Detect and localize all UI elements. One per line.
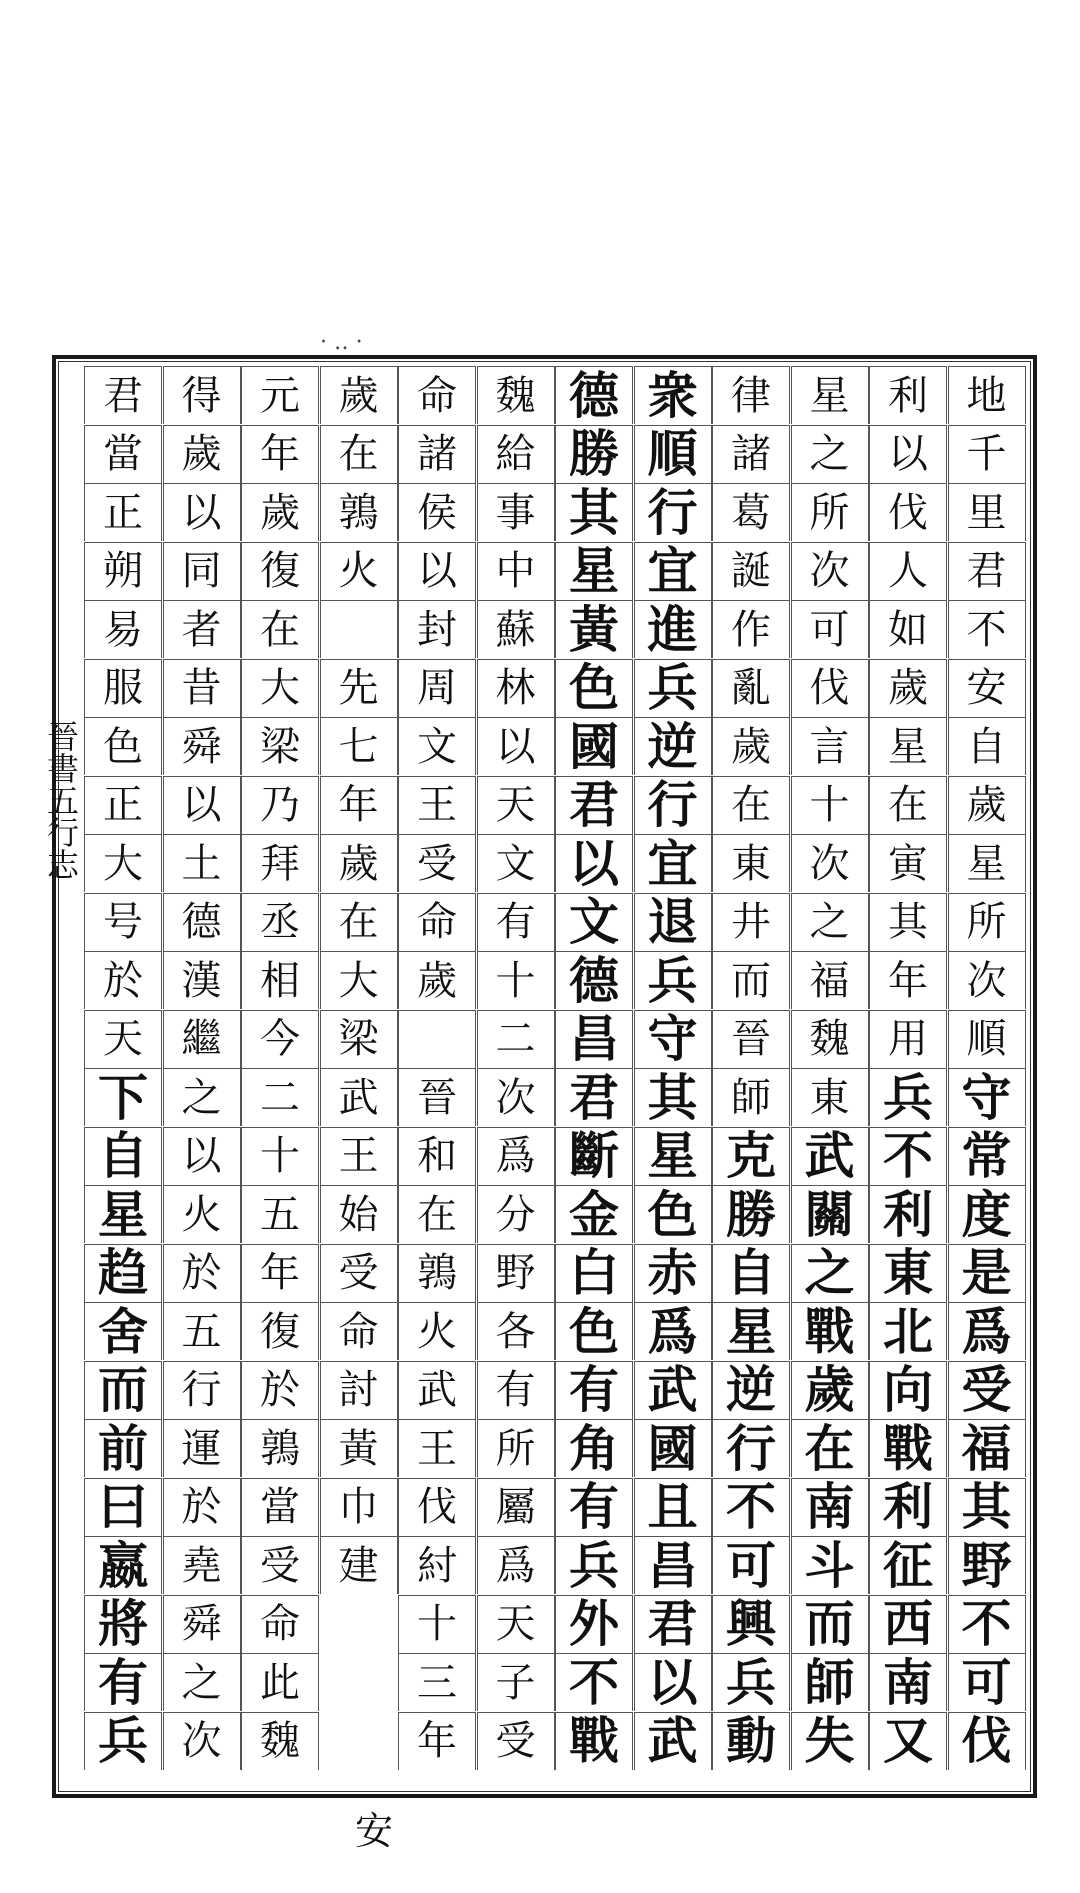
text-character: 伐 (791, 659, 869, 717)
text-character: 子 (477, 1653, 555, 1711)
text-character: 武 (398, 1361, 476, 1419)
text-character: 文 (477, 834, 555, 892)
text-character: 動 (712, 1712, 790, 1770)
text-character: 在 (320, 425, 398, 483)
text-character: 星 (948, 834, 1026, 892)
text-character: 順 (948, 1010, 1026, 1068)
text-character: 野 (948, 1536, 1026, 1594)
text-character: 是 (948, 1244, 1026, 1302)
text-character: 東 (869, 1244, 947, 1302)
text-character: 黃 (320, 1419, 398, 1477)
text-character: 火 (163, 1185, 241, 1243)
text-character: 次 (163, 1712, 241, 1770)
text-character: 兵 (634, 951, 712, 1009)
text-character: 以 (163, 776, 241, 834)
text-character: 年 (241, 425, 319, 483)
text-character: 先 (320, 659, 398, 717)
text-character: 黃 (555, 600, 633, 658)
text-character: 行 (634, 483, 712, 541)
text-character: 兵 (869, 1068, 947, 1126)
text-character: 戰 (869, 1419, 947, 1477)
text-character: 所 (791, 483, 869, 541)
text-character: 天 (477, 1595, 555, 1653)
text-character: 星 (84, 1185, 162, 1243)
text-character: 嬴 (84, 1536, 162, 1594)
text-character: 行 (163, 1361, 241, 1419)
footer-character: 安 (355, 1809, 394, 1853)
text-character: 德 (163, 893, 241, 951)
text-character: 星 (869, 717, 947, 775)
text-character: 三 (398, 1653, 476, 1711)
text-character: 年 (320, 776, 398, 834)
text-character: 昌 (555, 1010, 633, 1068)
text-character: 趋 (84, 1244, 162, 1302)
text-character: 丞 (241, 893, 319, 951)
text-character: 地 (948, 366, 1026, 424)
text-character: 自 (948, 717, 1026, 775)
text-character: 封 (398, 600, 476, 658)
text-character: 王 (398, 1419, 476, 1477)
text-character: 色 (555, 659, 633, 717)
text-character: 舜 (163, 1595, 241, 1653)
text-character: 君 (555, 776, 633, 834)
text-character: 關 (791, 1185, 869, 1243)
text-character: 千 (948, 425, 1026, 483)
text-character: 以 (869, 425, 947, 483)
text-character: 火 (398, 1302, 476, 1360)
text-character: 在 (398, 1185, 476, 1243)
text-character: 律 (712, 366, 790, 424)
text-character: 且 (634, 1478, 712, 1536)
text-character: 服 (84, 659, 162, 717)
text-character (398, 1010, 476, 1068)
text-character: 昌 (634, 1536, 712, 1594)
text-character: 外 (555, 1595, 633, 1653)
text-character: 魏 (477, 366, 555, 424)
text-character: 不 (712, 1478, 790, 1536)
text-character: 其 (555, 483, 633, 541)
text-character: 利 (869, 1478, 947, 1536)
text-character: 兵 (712, 1653, 790, 1711)
text-character: 有 (555, 1478, 633, 1536)
text-character: 梁 (320, 1010, 398, 1068)
text-character: 受 (948, 1361, 1026, 1419)
text-character: 年 (241, 1244, 319, 1302)
text-character: 在 (712, 776, 790, 834)
text-character: 年 (398, 1712, 476, 1770)
text-character: 五 (163, 1302, 241, 1360)
text-character: 君 (555, 1068, 633, 1126)
text-character: 在 (241, 600, 319, 658)
text-character: 利 (869, 366, 947, 424)
text-character: 年 (869, 951, 947, 1009)
text-character: 於 (163, 1244, 241, 1302)
text-character: 利 (869, 1185, 947, 1243)
top-ink-specks: · ‥ · (320, 330, 363, 355)
text-character: 征 (869, 1536, 947, 1594)
text-character: 繼 (163, 1010, 241, 1068)
text-character: 其 (869, 893, 947, 951)
text-character: 南 (869, 1653, 947, 1711)
text-character: 復 (241, 1302, 319, 1360)
text-character: 昔 (163, 659, 241, 717)
text-character: 衆 (634, 366, 712, 424)
text-character: 受 (241, 1536, 319, 1594)
text-character: 君 (948, 542, 1026, 600)
text-character: 火 (320, 542, 398, 600)
text-character: 葛 (712, 483, 790, 541)
text-character: 歲 (320, 366, 398, 424)
text-character: 色 (634, 1185, 712, 1243)
text-character: 所 (477, 1419, 555, 1477)
text-character: 不 (555, 1653, 633, 1711)
text-character: 号 (84, 893, 162, 951)
text-character: 堯 (163, 1536, 241, 1594)
text-character: 次 (791, 834, 869, 892)
text-character: 東 (712, 834, 790, 892)
text-character: 向 (869, 1361, 947, 1419)
text-character: 天 (477, 776, 555, 834)
text-character: 歲 (241, 483, 319, 541)
text-character: 進 (634, 600, 712, 658)
text-character: 歲 (869, 659, 947, 717)
text-character: 君 (84, 366, 162, 424)
text-character: 王 (398, 776, 476, 834)
text-character: 歲 (398, 951, 476, 1009)
text-character: 斷 (555, 1127, 633, 1185)
text-character: 德 (555, 366, 633, 424)
text-character: 不 (948, 600, 1026, 658)
text-character: 武 (634, 1361, 712, 1419)
text-character: 自 (712, 1244, 790, 1302)
text-character: 武 (320, 1068, 398, 1126)
text-character: 運 (163, 1419, 241, 1477)
text-character: 宜 (634, 542, 712, 600)
text-character: 於 (84, 951, 162, 1009)
text-character: 國 (634, 1419, 712, 1477)
text-character: 如 (869, 600, 947, 658)
text-character: 德 (555, 951, 633, 1009)
text-character: 歲 (163, 425, 241, 483)
text-character: 大 (84, 834, 162, 892)
text-character: 林 (477, 659, 555, 717)
text-character: 兵 (555, 1536, 633, 1594)
text-character: 給 (477, 425, 555, 483)
text-character: 舜 (163, 717, 241, 775)
text-character: 鶉 (320, 483, 398, 541)
text-character: 星 (555, 542, 633, 600)
text-character: 分 (477, 1185, 555, 1243)
text-character: 易 (84, 600, 162, 658)
text-character: 戰 (555, 1712, 633, 1770)
text-character: 受 (398, 834, 476, 892)
text-character: 之 (163, 1068, 241, 1126)
marginal-note: 晉書五行志 (42, 720, 80, 880)
text-character: 福 (791, 951, 869, 1009)
text-character: 逆 (712, 1361, 790, 1419)
text-character: 色 (555, 1302, 633, 1360)
text-character: 伐 (869, 483, 947, 541)
text-character: 十 (477, 951, 555, 1009)
text-character: 命 (398, 366, 476, 424)
text-character: 言 (791, 717, 869, 775)
text-character: 和 (398, 1127, 476, 1185)
text-character: 二 (241, 1068, 319, 1126)
text-character: 二 (477, 1010, 555, 1068)
text-character: 諸 (398, 425, 476, 483)
text-character: 同 (163, 542, 241, 600)
text-character: 南 (791, 1478, 869, 1536)
text-character (320, 600, 398, 658)
text-character: 魏 (241, 1712, 319, 1770)
text-character: 文 (398, 717, 476, 775)
text-character: 人 (869, 542, 947, 600)
text-character: 爲 (948, 1302, 1026, 1360)
text-character: 伐 (398, 1478, 476, 1536)
text-character: 正 (84, 776, 162, 834)
text-character: 前 (84, 1419, 162, 1477)
text-character: 於 (241, 1361, 319, 1419)
text-character: 元 (241, 366, 319, 424)
text-character: 以 (634, 1653, 712, 1711)
text-character: 不 (948, 1595, 1026, 1653)
text-character: 福 (948, 1419, 1026, 1477)
text-character: 可 (948, 1653, 1026, 1711)
text-character: 命 (320, 1302, 398, 1360)
text-character: 之 (791, 425, 869, 483)
text-character: 十 (398, 1595, 476, 1653)
text-character: 次 (791, 542, 869, 600)
text-character: 以 (555, 834, 633, 892)
text-character: 行 (712, 1419, 790, 1477)
text-character: 師 (791, 1653, 869, 1711)
text-character: 里 (948, 483, 1026, 541)
text-character: 亂 (712, 659, 790, 717)
text-character: 守 (948, 1068, 1026, 1126)
text-character: 而 (84, 1361, 162, 1419)
text-character: 爲 (477, 1536, 555, 1594)
text-character: 野 (477, 1244, 555, 1302)
text-character: 各 (477, 1302, 555, 1360)
text-character: 諸 (712, 425, 790, 483)
text-character: 安 (948, 659, 1026, 717)
text-character: 得 (163, 366, 241, 424)
text-character: 其 (634, 1068, 712, 1126)
text-character: 兵 (84, 1712, 162, 1770)
text-character: 朔 (84, 542, 162, 600)
text-character: 蘇 (477, 600, 555, 658)
text-character: 星 (791, 366, 869, 424)
text-character: 度 (948, 1185, 1026, 1243)
text-character: 常 (948, 1127, 1026, 1185)
text-character: 文 (555, 893, 633, 951)
text-character: 兵 (634, 659, 712, 717)
text-character: 武 (791, 1127, 869, 1185)
text-character: 可 (791, 600, 869, 658)
text-character: 行 (634, 776, 712, 834)
text-character: 十 (791, 776, 869, 834)
text-character: 勝 (555, 425, 633, 483)
text-character: 梁 (241, 717, 319, 775)
text-character: 西 (869, 1595, 947, 1653)
text-character: 乃 (241, 776, 319, 834)
text-character: 國 (555, 717, 633, 775)
text-character: 拜 (241, 834, 319, 892)
text-character: 五 (241, 1185, 319, 1243)
text-character: 以 (398, 542, 476, 600)
text-character: 鶉 (398, 1244, 476, 1302)
text-character: 次 (477, 1068, 555, 1126)
text-character: 逆 (634, 717, 712, 775)
text-character: 七 (320, 717, 398, 775)
text-character: 十 (241, 1127, 319, 1185)
text-character: 中 (477, 542, 555, 600)
text-character: 曰 (84, 1478, 162, 1536)
text-character: 有 (84, 1653, 162, 1711)
text-character: 退 (634, 893, 712, 951)
text-character: 克 (712, 1127, 790, 1185)
text-character: 將 (84, 1595, 162, 1653)
text-character: 巾 (320, 1478, 398, 1536)
text-character: 相 (241, 951, 319, 1009)
text-character: 晉 (398, 1068, 476, 1126)
text-character: 白 (555, 1244, 633, 1302)
text-character: 可 (712, 1536, 790, 1594)
text-character: 屬 (477, 1478, 555, 1536)
text-character: 事 (477, 483, 555, 541)
text-character: 者 (163, 600, 241, 658)
text-character: 武 (634, 1712, 712, 1770)
text-character: 自 (84, 1127, 162, 1185)
text-character: 赤 (634, 1244, 712, 1302)
text-character: 舍 (84, 1302, 162, 1360)
text-character: 星 (712, 1302, 790, 1360)
text-character: 漢 (163, 951, 241, 1009)
text-character: 勝 (712, 1185, 790, 1243)
text-character: 角 (555, 1419, 633, 1477)
text-character: 歲 (712, 717, 790, 775)
text-character: 正 (84, 483, 162, 541)
text-character: 星 (634, 1127, 712, 1185)
text-character: 金 (555, 1185, 633, 1243)
text-character: 於 (163, 1478, 241, 1536)
text-character: 歲 (320, 834, 398, 892)
text-character: 而 (712, 951, 790, 1009)
text-character: 所 (948, 893, 1026, 951)
text-character: 大 (241, 659, 319, 717)
text-character: 伐 (948, 1712, 1026, 1770)
text-character: 戰 (791, 1302, 869, 1360)
text-character: 王 (320, 1127, 398, 1185)
text-character: 而 (791, 1595, 869, 1653)
text-character: 天 (84, 1010, 162, 1068)
text-character: 當 (241, 1478, 319, 1536)
text-character: 受 (477, 1712, 555, 1770)
text-character: 討 (320, 1361, 398, 1419)
text-character: 下 (84, 1068, 162, 1126)
text-character: 命 (398, 893, 476, 951)
text-character: 在 (869, 776, 947, 834)
text-character: 寅 (869, 834, 947, 892)
text-character: 君 (634, 1595, 712, 1653)
text-character: 誕 (712, 542, 790, 600)
text-character: 不 (869, 1127, 947, 1185)
text-character: 有 (477, 1361, 555, 1419)
text-character: 今 (241, 1010, 319, 1068)
text-character: 此 (241, 1653, 319, 1711)
text-character: 作 (712, 600, 790, 658)
text-character: 在 (320, 893, 398, 951)
text-character: 命 (241, 1595, 319, 1653)
text-character: 東 (791, 1068, 869, 1126)
text-character: 魏 (791, 1010, 869, 1068)
text-character: 建 (320, 1536, 398, 1594)
text-character: 宜 (634, 834, 712, 892)
text-character: 爲 (634, 1302, 712, 1360)
text-character: 以 (477, 717, 555, 775)
text-character: 鶉 (241, 1419, 319, 1477)
text-character: 紂 (398, 1536, 476, 1594)
text-character: 興 (712, 1595, 790, 1653)
text-character: 爲 (477, 1127, 555, 1185)
text-character: 失 (791, 1712, 869, 1770)
text-character: 其 (948, 1478, 1026, 1536)
text-character: 以 (163, 1127, 241, 1185)
text-character: 周 (398, 659, 476, 717)
text-character: 又 (869, 1712, 947, 1770)
text-character: 師 (712, 1068, 790, 1126)
text-character: 有 (477, 893, 555, 951)
text-character: 晉 (712, 1010, 790, 1068)
text-character: 用 (869, 1010, 947, 1068)
text-character: 北 (869, 1302, 947, 1360)
text-character: 以 (163, 483, 241, 541)
text-character: 之 (791, 893, 869, 951)
text-character: 井 (712, 893, 790, 951)
text-character: 復 (241, 542, 319, 600)
text-character: 當 (84, 425, 162, 483)
text-character: 土 (163, 834, 241, 892)
text-character: 之 (163, 1653, 241, 1711)
text-character: 受 (320, 1244, 398, 1302)
text-character: 次 (948, 951, 1026, 1009)
text-character: 有 (555, 1361, 633, 1419)
text-character: 斗 (791, 1536, 869, 1594)
text-character: 之 (791, 1244, 869, 1302)
text-character: 始 (320, 1185, 398, 1243)
text-character: 歲 (791, 1361, 869, 1419)
text-character: 侯 (398, 483, 476, 541)
text-character: 歲 (948, 776, 1026, 834)
text-character: 順 (634, 425, 712, 483)
text-character: 大 (320, 951, 398, 1009)
text-character: 色 (84, 717, 162, 775)
text-character: 在 (791, 1419, 869, 1477)
text-character: 守 (634, 1010, 712, 1068)
